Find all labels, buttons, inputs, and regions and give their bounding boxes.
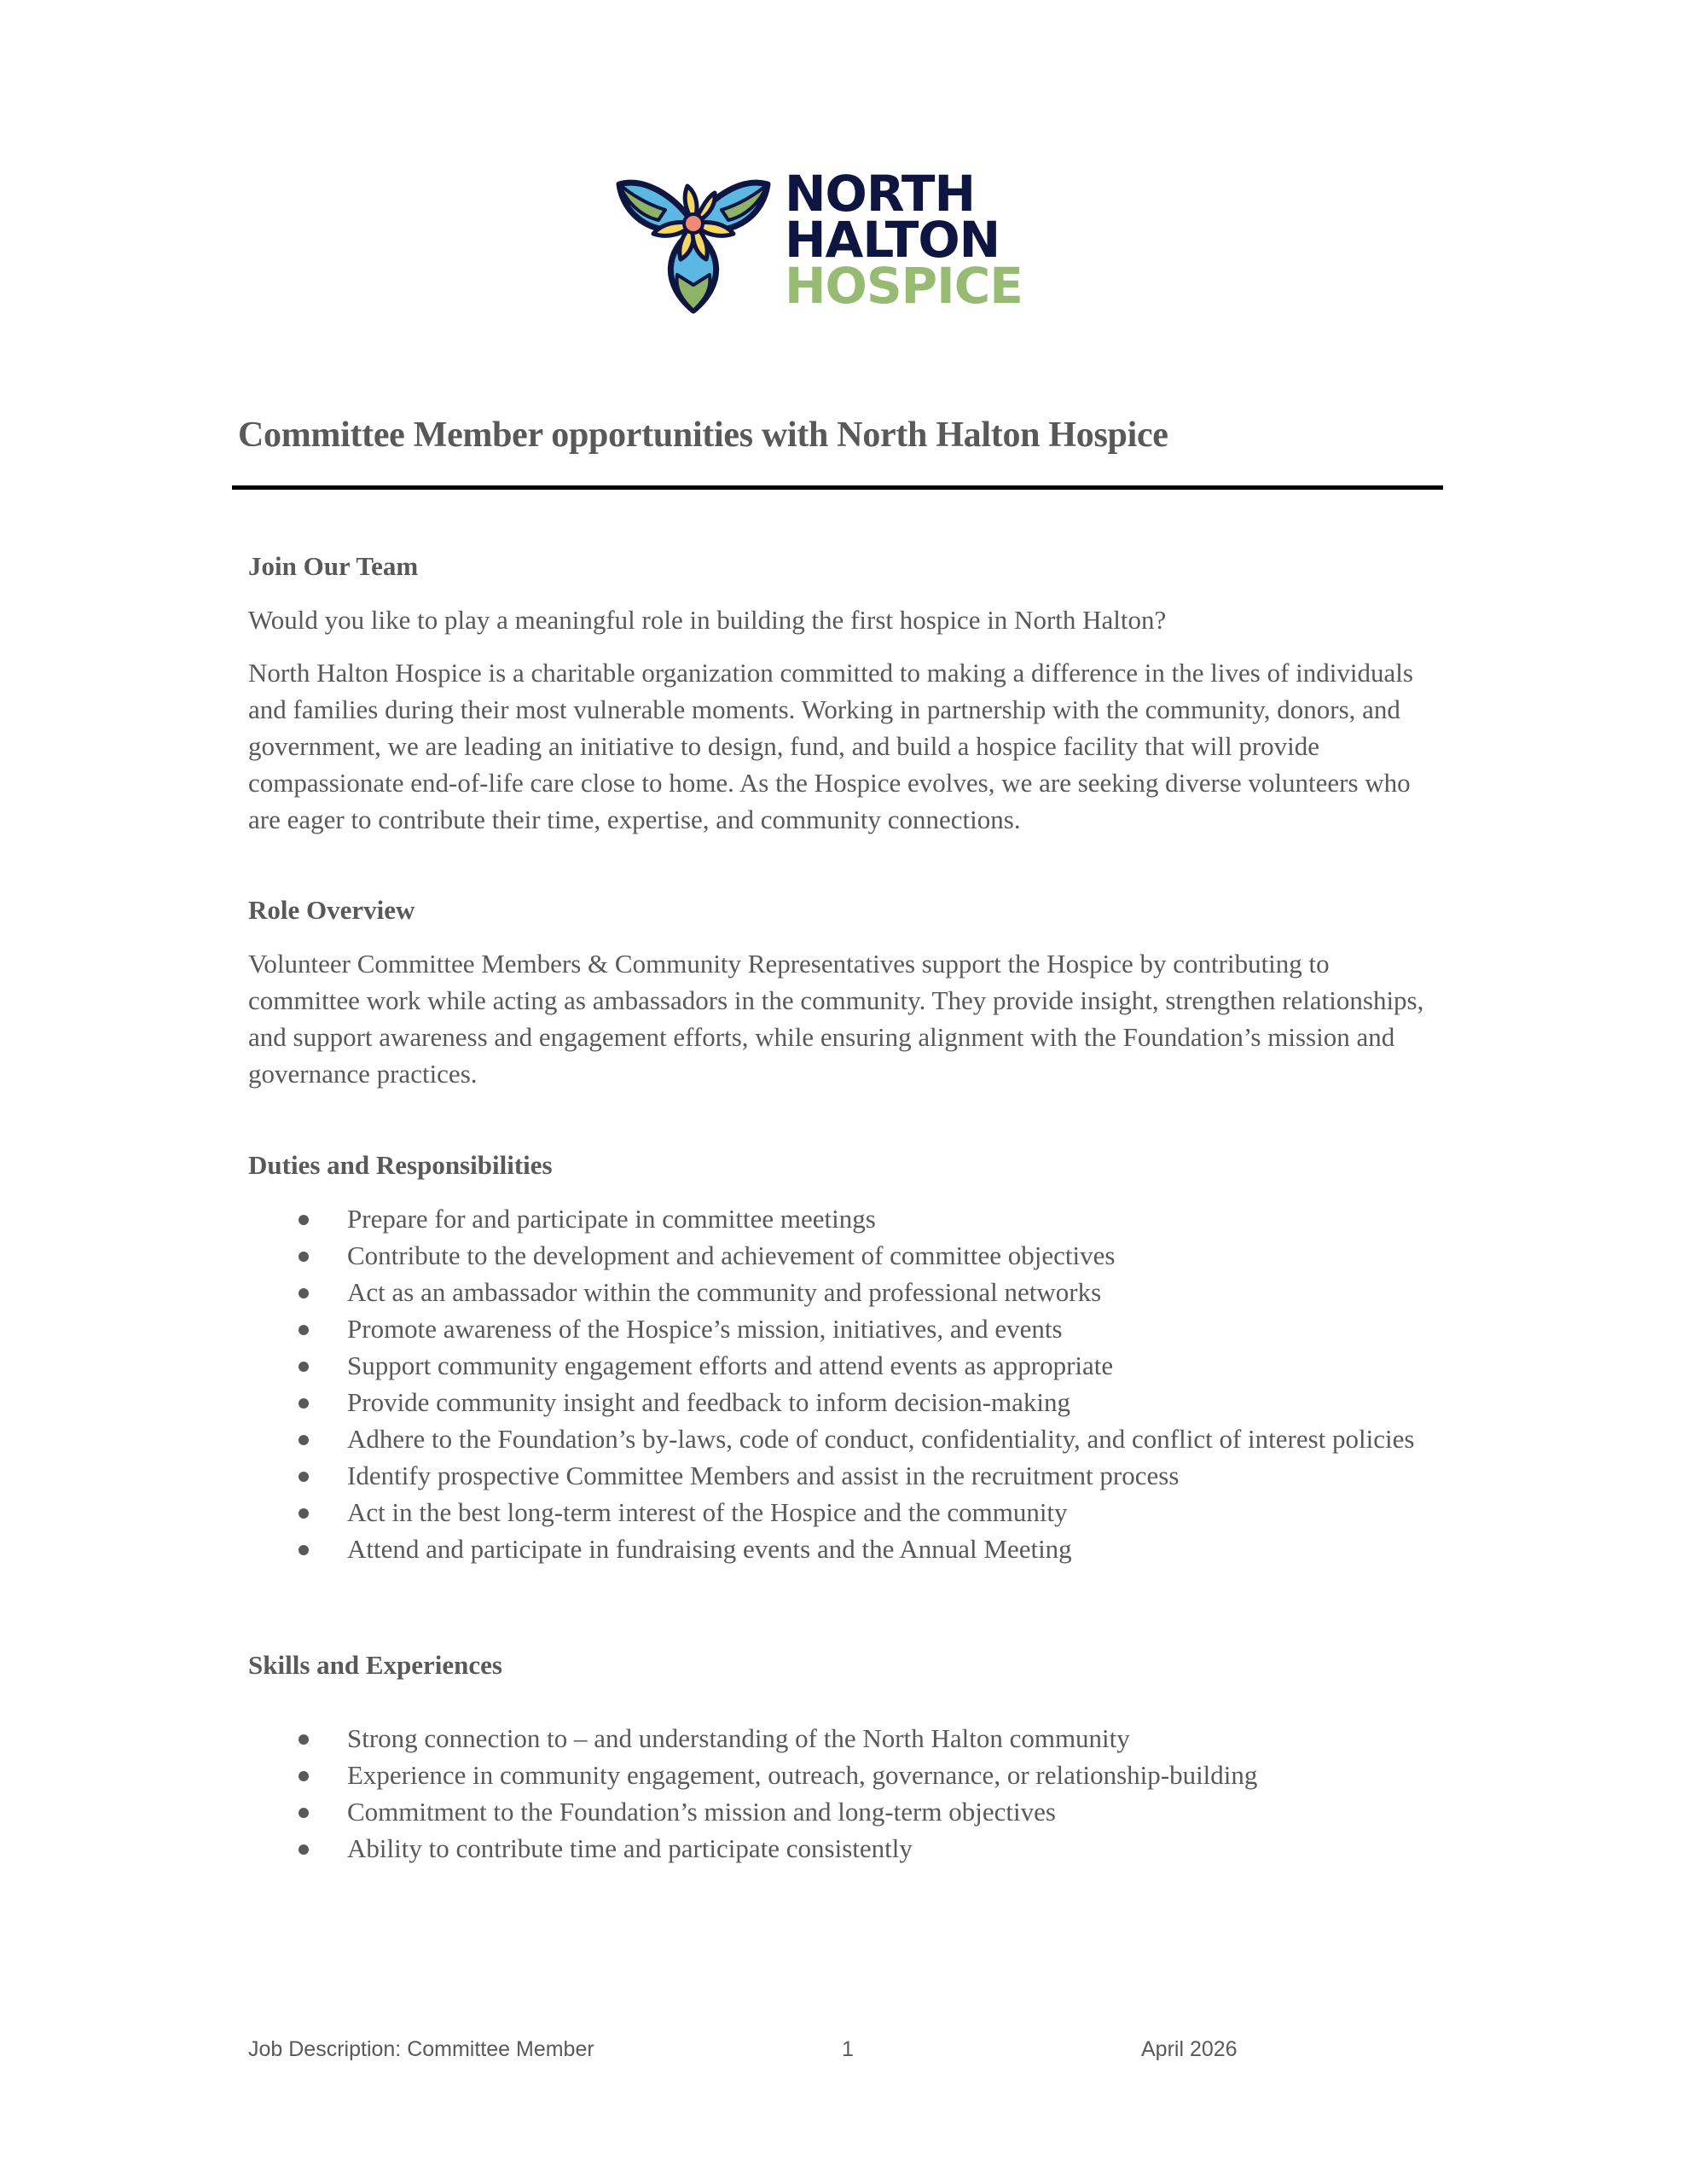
page-title: Committee Member opportunities with North Halton Hospice (238, 415, 1168, 455)
section-heading-join-our-team: Join Our Team (248, 551, 419, 581)
list-item: Act as an ambassador within the community and professional networks (248, 1274, 1442, 1310)
trillium-flower-icon (614, 169, 773, 314)
bullet-icon (299, 1545, 309, 1555)
duties-list (248, 1200, 1442, 1567)
footer-document-label: Job Description: Committee Member (248, 2037, 594, 2061)
bullet-icon (299, 1325, 309, 1335)
bullet-icon (299, 1288, 309, 1298)
bullet-icon (299, 1734, 309, 1745)
bullet-icon (299, 1252, 309, 1262)
list-item: Attend and participate in fundraising events and the Annual Meeting (248, 1531, 1442, 1567)
join-body-text: North Halton Hospice is a charitable organization committed to making a difference in the lives of individuals and families during their most vulnerable moments. Working in partnership with the community, donors, and government, we are leading an initiative to design, fund, and build a hospice facility that will provide compassionate end-of-life care close to home. As the Hospice evolves, we are seeking diverse volunteers who are eager to contribute their time, expertise, and community connections. (248, 658, 1413, 834)
list-item: Promote awareness of the Hospice’s mission, initiatives, and events (248, 1310, 1442, 1347)
title-divider (232, 485, 1443, 490)
list-item: Identify prospective Committee Members and assist in the recruitment process (248, 1457, 1442, 1494)
section-heading-duties: Duties and Responsibilities (248, 1150, 553, 1180)
list-item: Support community engagement efforts and attend events as appropriate (248, 1347, 1442, 1384)
role-overview-text: Volunteer Committee Members & Community Representatives support the Hospice by contributing to committee work while acting as ambassadors in the community. They provide insight, strengthen relationships, and support awareness and engagement efforts, while ensuring alignment with the Foundation’s mission and governance practices. (248, 949, 1424, 1089)
bullet-icon (299, 1472, 309, 1482)
footer-date: April 2026 (1141, 2037, 1238, 2061)
join-intro-text: Would you like to play a meaningful role in building the first hospice in North Halton? (248, 605, 1167, 635)
north-halton-hospice-logo (614, 165, 1032, 315)
skills-list (248, 1720, 1442, 1867)
bullet-icon (299, 1215, 309, 1225)
section-heading-skills: Skills and Experiences (248, 1650, 502, 1680)
footer-page-number: 1 (842, 2037, 854, 2061)
list-item: Contribute to the development and achievement of committee objectives (248, 1237, 1442, 1274)
list-item: Experience in community engagement, outreach, governance, or relationship-building (248, 1757, 1442, 1793)
list-item: Strong connection to – and understanding of the North Halton community (248, 1720, 1442, 1757)
list-item: Act in the best long-term interest of the Hospice and the community (248, 1494, 1442, 1531)
logo-line-north: NORTH (785, 165, 976, 223)
list-item: Provide community insight and feedback to inform decision-making (248, 1384, 1442, 1420)
list-item: Prepare for and participate in committee meetings (248, 1200, 1442, 1237)
bullet-icon (299, 1808, 309, 1818)
logo-line-hospice: HOSPICE (785, 257, 1023, 315)
bullet-icon (299, 1435, 309, 1445)
list-item: Ability to contribute time and participate consistently (248, 1830, 1442, 1867)
bullet-icon (299, 1362, 309, 1372)
bullet-icon (299, 1508, 309, 1519)
bullet-icon (299, 1398, 309, 1409)
logo-line-halton: HALTON (785, 211, 1000, 269)
bullet-icon (299, 1844, 309, 1855)
list-item: Commitment to the Foundation’s mission and long-term objectives (248, 1793, 1442, 1830)
section-heading-role-overview: Role Overview (248, 895, 415, 925)
bullet-icon (299, 1771, 309, 1781)
list-item: Adhere to the Foundation’s by-laws, code of conduct, confidentiality, and conflict of interest policies (248, 1420, 1442, 1457)
